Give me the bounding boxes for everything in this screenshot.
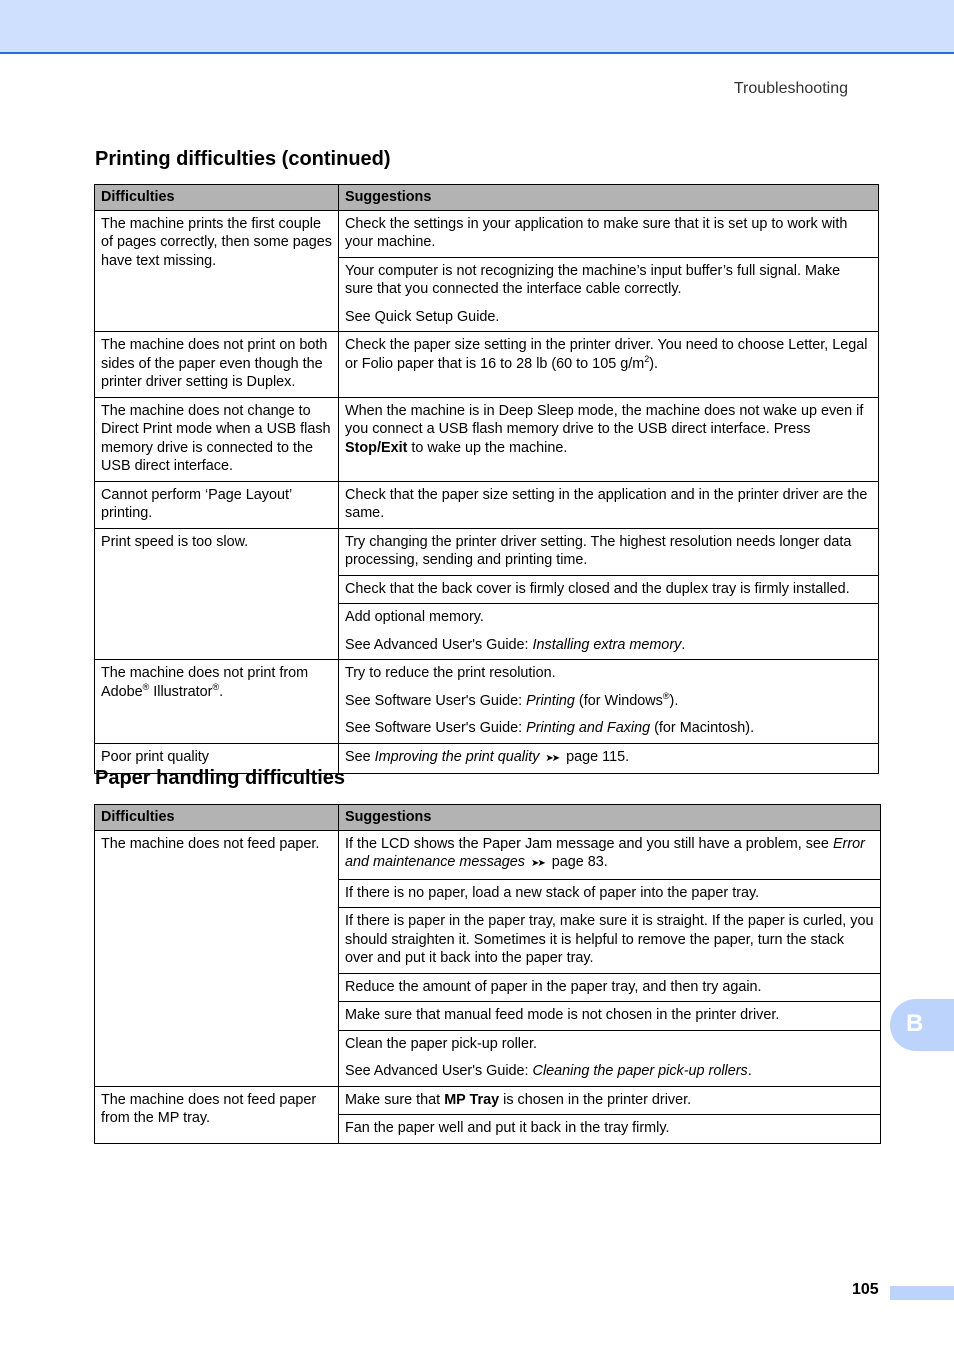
- table-row: [95, 397, 879, 481]
- suggestion-text: Clean the paper pick-up roller.: [345, 1035, 537, 1052]
- difficulty-cell: The machine does not print on both sides of the paper even though the printer driver setting is Duplex.: [95, 332, 339, 398]
- table-row: [95, 830, 881, 879]
- suggestion-text: Make sure that MP Tray is chosen in the printer driver.: [345, 1091, 692, 1108]
- suggestion-text: Check that the back cover is firmly closed and the duplex tray is firmly installed.: [345, 580, 850, 597]
- suggestion-text: See Quick Setup Guide.: [345, 308, 500, 325]
- suggestion-cell: [339, 481, 879, 528]
- suggestion-text: See Advanced User's Guide: Cleaning the paper pick-up rollers.: [345, 1063, 752, 1079]
- table-row: [95, 660, 879, 744]
- header-difficulties: Difficulties: [95, 805, 339, 831]
- difficulty-cell: Print speed is too slow.: [95, 528, 339, 660]
- difficulty-cell: The machine does not print from Adobe® Illustrator®.: [95, 660, 339, 744]
- top-band: [0, 0, 954, 54]
- header-suggestions: Suggestions: [339, 805, 881, 831]
- chapter-letter: B: [906, 1010, 924, 1037]
- suggestion-text: Check the paper size setting in the printer driver. You need to choose Letter, Legal or Folio paper that is 16 to 28 lb (60 to 105 $g/m^2$).: [345, 337, 868, 372]
- table-row: [95, 210, 879, 257]
- suggestion-cell: [339, 660, 879, 744]
- suggestion-text: Fan the paper well and put it back in the tray firmly.: [345, 1120, 670, 1136]
- difficulty-cell: The machine prints the first couple of pages correctly, then some pages have text missing.: [95, 210, 339, 332]
- running-head: Troubleshooting: [733, 80, 848, 97]
- suggestion-cell: [339, 973, 881, 1002]
- printing-difficulties-table: [94, 184, 879, 774]
- suggestion-cell: [339, 528, 879, 575]
- suggestion-cell: [339, 830, 881, 879]
- suggestion-cell: [339, 1002, 881, 1031]
- header-suggestions: Suggestions: [339, 185, 879, 211]
- suggestion-text: Try to reduce the print resolution.: [345, 665, 556, 681]
- suggestion-cell: [339, 1115, 881, 1144]
- table-row: [95, 332, 879, 398]
- section-title-printing: Printing difficulties (continued): [95, 148, 391, 170]
- suggestion-text: Check the settings in your application to make sure that it is set up to work with your machine.: [345, 215, 848, 250]
- difficulty-cell: The machine does not feed paper from the MP tray.: [95, 1086, 339, 1143]
- suggestion-text: See Improving the print quality ➤➤ page 115.: [345, 748, 630, 765]
- header-difficulties: Difficulties: [95, 185, 339, 211]
- suggestion-cell: [339, 743, 879, 774]
- suggestion-cell: [339, 908, 881, 974]
- suggestion-cell: [339, 1030, 881, 1086]
- suggestion-cell: [339, 604, 879, 660]
- page-number: 105: [852, 1281, 879, 1298]
- suggestion-text: See Software User's Guide: Printing (for Windows®).: [345, 690, 679, 709]
- table-row: [95, 528, 879, 575]
- difficulty-cell: The machine does not feed paper.: [95, 830, 339, 1086]
- suggestion-text: Try changing the printer driver setting. The highest resolution needs longer data processing, sending and printing time.: [345, 533, 852, 568]
- paper-handling-table: [94, 804, 881, 1144]
- suggestion-text: Add optional memory.: [345, 609, 484, 625]
- suggestion-text: Check that the paper size setting in the application and in the printer driver are the same.: [345, 486, 868, 521]
- suggestion-text: Your computer is not recognizing the machine’s input buffer’s full signal. Make sure that you connected the interface cable correctly.: [345, 262, 841, 297]
- suggestion-cell: [339, 879, 881, 908]
- suggestion-cell: [339, 257, 879, 332]
- suggestion-text: Make sure that manual feed mode is not chosen in the printer driver.: [345, 1007, 780, 1023]
- suggestion-text: If the LCD shows the Paper Jam message and you still have a problem, see Error and maintenance messages ➤➤ page 83.: [345, 835, 865, 870]
- suggestion-cell: [339, 397, 879, 481]
- suggestion-text: See Software User's Guide: Printing and Faxing (for Macintosh).: [345, 720, 755, 736]
- section-title-paper-handling: Paper handling difficulties: [95, 767, 346, 789]
- suggestion-cell: [339, 575, 879, 604]
- difficulty-cell: Cannot perform ‘Page Layout’ printing.: [95, 481, 339, 528]
- chapter-side-tab[interactable]: [890, 999, 954, 1051]
- table-row: [95, 1086, 881, 1115]
- suggestion-text: If there is no paper, load a new stack of paper into the paper tray.: [345, 884, 760, 901]
- suggestion-text: See Advanced User's Guide: Installing extra memory.: [345, 636, 686, 653]
- suggestion-cell: [339, 1086, 881, 1115]
- difficulty-cell: The machine does not change to Direct Print mode when a USB flash memory drive is connected to the USB direct interface.: [95, 397, 339, 481]
- suggestion-text: If there is paper in the paper tray, make sure it is straight. If the paper is curled, you should straighten it. Sometimes it is helpful to remove the paper, turn the stack over and put it back into the paper tray.: [345, 913, 874, 966]
- table-row: [95, 481, 879, 528]
- suggestion-text: Reduce the amount of paper in the paper tray, and then try again.: [345, 978, 762, 995]
- suggestion-text: When the machine is in Deep Sleep mode, the machine does not wake up even if you connect a USB flash memory drive to the USB direct interface. Press Stop/Exit to wake up the machine.: [345, 402, 864, 456]
- difficulty-cell: Poor print quality: [95, 743, 339, 774]
- suggestion-cell: [339, 332, 879, 398]
- suggestion-cell: [339, 210, 879, 257]
- page-number-bar: [890, 1286, 954, 1300]
- table-header-row: [95, 805, 881, 831]
- table-header-row: [95, 185, 879, 211]
